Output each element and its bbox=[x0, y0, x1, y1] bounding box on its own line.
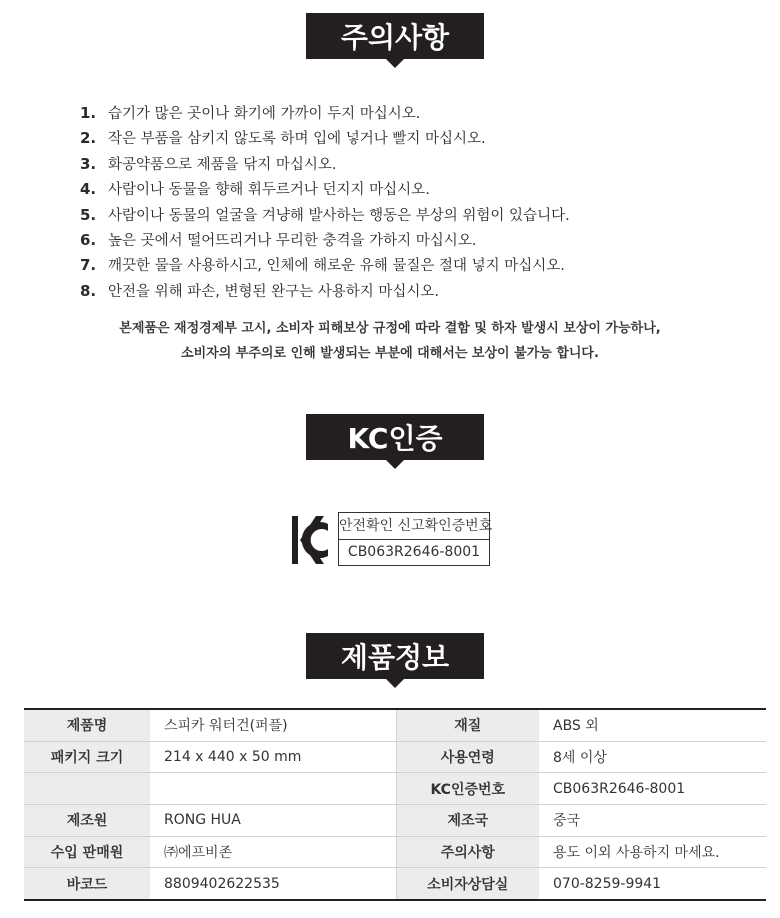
compensation-notice bbox=[60, 316, 720, 366]
table-value: 070-8259-9941 bbox=[539, 868, 766, 900]
caution-section-title: 주의사항 bbox=[306, 13, 484, 59]
product-info-table bbox=[24, 708, 766, 901]
table-value: 8809402622535 bbox=[150, 868, 396, 900]
table-row bbox=[24, 741, 766, 773]
kc-section-title: KC인증 bbox=[306, 414, 484, 460]
table-row bbox=[24, 709, 766, 741]
list-item-number: 5. bbox=[80, 205, 97, 224]
list-item-number: 4. bbox=[80, 180, 97, 199]
list-item bbox=[80, 101, 700, 126]
list-item bbox=[80, 228, 700, 253]
notice-line: 본제품은 재정경제부 고시, 소비자 피해보상 규정에 따라 결함 및 하자 발생시 보상이 가능하나, bbox=[119, 321, 661, 336]
list-item-text: 작은 부품을 삼키지 않도록 하며 입에 넣거나 빨지 마십시오. bbox=[108, 131, 486, 148]
list-item-number: 3. bbox=[80, 154, 97, 173]
list-item-text: 사람이나 동물의 얼굴을 겨냥해 발사하는 행동은 부상의 위험이 있습니다. bbox=[108, 207, 570, 224]
list-item-number: 8. bbox=[80, 281, 97, 300]
list-item-text: 깨끗한 물을 사용하시고, 인체에 해로운 유해 물질은 절대 넣지 마십시오. bbox=[108, 258, 565, 275]
table-value: RONG HUA bbox=[150, 805, 396, 837]
table-row bbox=[24, 868, 766, 900]
table-label: KC인증번호 bbox=[396, 773, 539, 805]
table-value: 중국 bbox=[539, 805, 766, 837]
list-item-text: 안전을 위해 파손, 변형된 완구는 사용하지 마십시오. bbox=[108, 283, 440, 300]
list-item bbox=[80, 203, 700, 228]
product-section-title: 제품정보 bbox=[306, 633, 484, 679]
table-label: 바코드 bbox=[24, 868, 150, 900]
table-value: 용도 이외 사용하지 마세요. bbox=[539, 836, 766, 868]
list-item bbox=[80, 253, 700, 278]
kc-certification bbox=[290, 510, 510, 570]
list-item-number: 7. bbox=[80, 256, 97, 275]
list-item-number: 6. bbox=[80, 230, 97, 249]
caution-list bbox=[80, 101, 700, 304]
table-label: 주의사항 bbox=[396, 836, 539, 868]
table-label: 재질 bbox=[396, 709, 539, 741]
table-row bbox=[24, 773, 766, 805]
table-value: 8세 이상 bbox=[539, 741, 766, 773]
list-item-text: 화공약품으로 제품을 닦지 마십시오. bbox=[108, 156, 337, 173]
kc-label: 안전확인 신고확인증번호 bbox=[339, 513, 489, 540]
list-item-number: 2. bbox=[80, 129, 97, 148]
list-item-text: 습기가 많은 곳이나 화기에 가까이 두지 마십시오. bbox=[108, 106, 421, 122]
table-label: 소비자상담실 bbox=[396, 868, 539, 900]
table-value: 214 x 440 x 50 mm bbox=[150, 741, 396, 773]
table-label: 제조국 bbox=[396, 805, 539, 837]
table-label: 사용연령 bbox=[396, 741, 539, 773]
table-label: 제조원 bbox=[24, 805, 150, 837]
list-item-text: 사람이나 동물을 향해 휘두르거나 던지지 마십시오. bbox=[108, 182, 430, 199]
table-label: 패키지 크기 bbox=[24, 741, 150, 773]
table-label bbox=[24, 773, 150, 805]
list-item-number: 1. bbox=[80, 104, 97, 122]
table-label: 제품명 bbox=[24, 709, 150, 741]
table-value: ㈜에프비존 bbox=[150, 836, 396, 868]
table-value bbox=[150, 773, 396, 805]
list-item bbox=[80, 152, 700, 177]
list-item bbox=[80, 177, 700, 202]
kc-number: CB063R2646-8001 bbox=[347, 544, 481, 560]
table-row bbox=[24, 805, 766, 837]
list-item bbox=[80, 279, 700, 304]
table-label: 수입 판매원 bbox=[24, 836, 150, 868]
kc-number-box bbox=[338, 512, 493, 566]
kc-mark-icon bbox=[290, 512, 330, 568]
table-value: ABS 외 bbox=[539, 709, 766, 741]
list-item bbox=[80, 126, 700, 151]
notice-line: 소비자의 부주의로 인해 발생되는 부분에 대해서는 보상이 불가능 합니다. bbox=[181, 346, 599, 361]
table-value: CB063R2646-8001 bbox=[539, 773, 766, 805]
table-value: 스피카 워터건(퍼플) bbox=[150, 709, 396, 741]
list-item-text: 높은 곳에서 떨어뜨리거나 무리한 충격을 가하지 마십시오. bbox=[108, 232, 477, 249]
table-row bbox=[24, 836, 766, 868]
